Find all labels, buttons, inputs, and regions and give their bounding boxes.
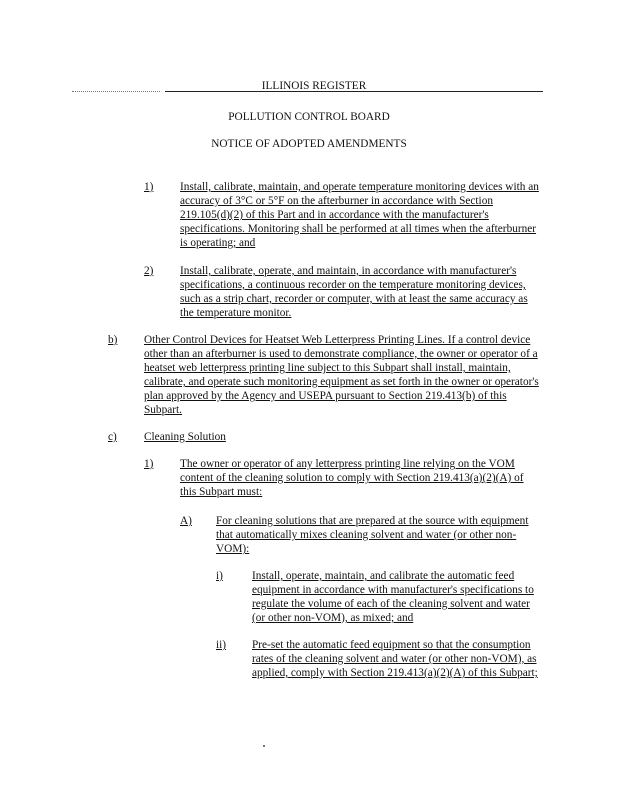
- item-label-cii: ii): [216, 639, 227, 651]
- item-text-a2: Install, calibrate, operate, and maintain, in accordance with manufacturer's specifications, a continuous recorder on the temperature monitoring devices, such as a strip chart, recorder or computer, with at least the same accuracy as the temperature monitor.: [180, 265, 528, 319]
- item-label-a1: 1): [144, 181, 154, 193]
- item-label-ci: i): [216, 570, 223, 582]
- item-text-ci: Install, operate, maintain, and calibrate the automatic feed equipment in accordance with manufacturer's specifications to regulate the volume of each of the cleaning solvent and water (or other non-VOM), as mixed; and: [252, 570, 534, 624]
- board-title: POLLUTION CONTROL BOARD: [228, 111, 390, 123]
- page-mark: [263, 745, 265, 747]
- item-text-c: Cleaning Solution: [144, 431, 226, 443]
- item-label-c: c): [108, 431, 117, 443]
- notice-title: NOTICE OF ADOPTED AMENDMENTS: [211, 138, 407, 150]
- item-text-c1: The owner or operator of any letterpress printing line relying on the VOM content of the cleaning solution to comply with Section 219.413(a)(2)(A) of this Subpart must:: [180, 458, 524, 498]
- item-label-c1: 1): [144, 458, 154, 470]
- item-text-a1: Install, calibrate, maintain, and operate temperature monitoring devices with an accuracy of 3°C or 5°F on the afterburner in accordance with Section 219.105(d)(2) of this Part and in accordance with the manufacturer's specifications. Monitoring shall be performed at all times when the afterburner is operating; and: [180, 181, 539, 249]
- item-label-cA: A): [180, 515, 192, 527]
- item-text-b: Other Control Devices for Heatset Web Letterpress Printing Lines. If a control device other than an afterburner is used to demonstrate compliance, the owner or operator of a heatset web letterpress printing line subject to this Subpart shall install, maintain, calibrate, and operate such monitoring equipment as set forth in the owner or operator's plan approved by the Agency and USEPA pursuant to Section 219.413(b) of this Subpart.: [144, 334, 539, 416]
- register-title: ILLINOIS REGISTER: [261, 80, 367, 92]
- item-label-b: b): [108, 334, 118, 346]
- item-label-a2: 2): [144, 265, 154, 277]
- item-text-cA: For cleaning solutions that are prepared at the source with equipment that automatically mixes cleaning solvent and water (or other non-VOM):: [216, 515, 529, 555]
- item-text-cii: Pre-set the automatic feed equipment so that the consumption rates of the cleaning solvent and water (or other non-VOM), as applied, comply with Section 219.413(a)(2)(A) of this Subpart;: [252, 639, 538, 679]
